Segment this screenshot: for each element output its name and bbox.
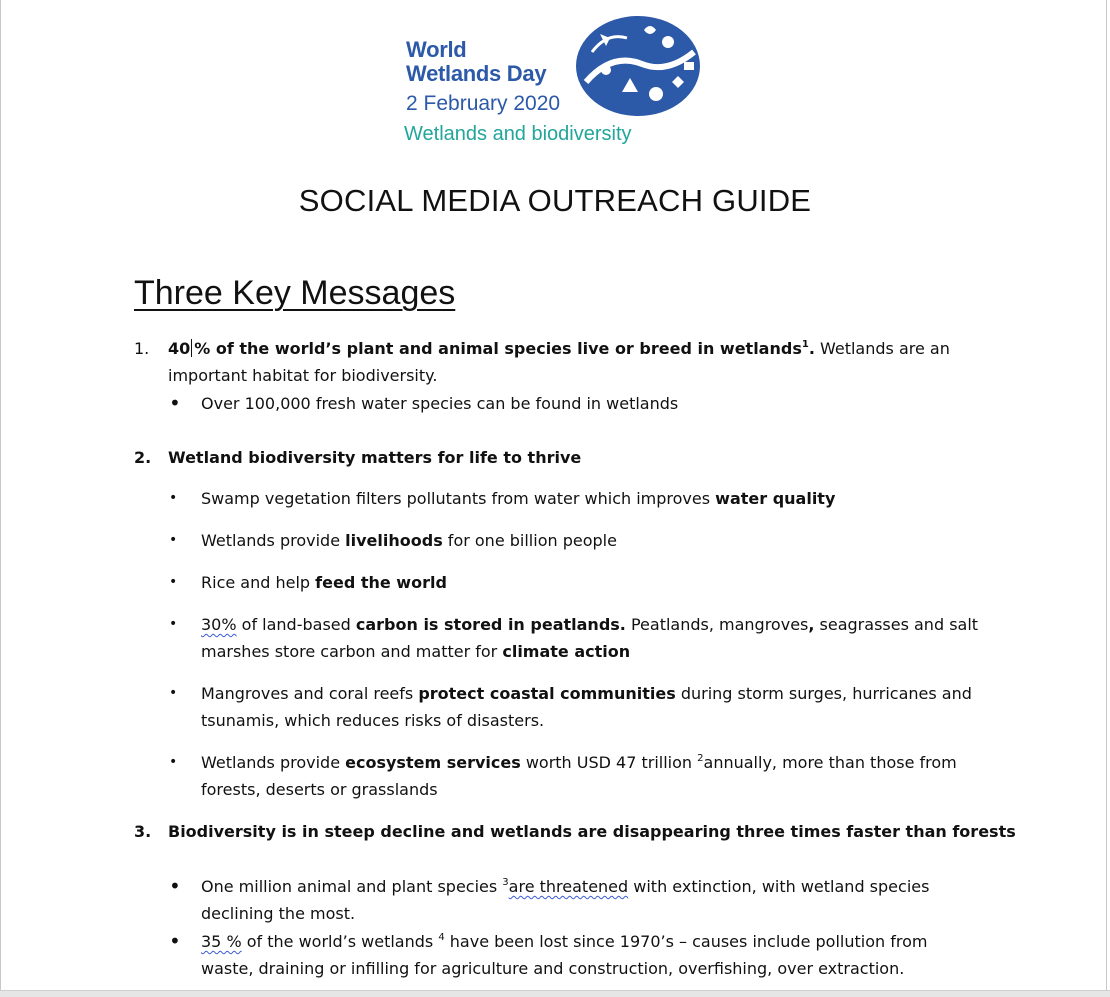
footnote-4: 4 — [438, 932, 445, 943]
bullet-icon: • — [169, 391, 181, 415]
message-2-bullet-6-line-1 — [201, 749, 957, 776]
page-right-edge — [1106, 0, 1107, 990]
list-number-3: 3. — [134, 822, 152, 841]
footnote-1: 1 — [801, 339, 809, 350]
message-3-title: Biodiversity is in steep decline and wetlands are disappearing three times faster than forests — [168, 822, 1016, 841]
section-heading: Three Key Messages — [134, 274, 456, 312]
bullet-bold: ecosystem services — [345, 753, 521, 772]
bullet-text: annually, more than those from — [703, 753, 957, 772]
text-cursor — [191, 339, 192, 357]
bullet-text: One million animal and plant species — [201, 877, 503, 896]
message-3-bullet-2-line-1 — [201, 928, 927, 955]
message-3-bullet-1-line-1 — [201, 873, 929, 900]
message-2-bullet-5-line-1 — [201, 680, 972, 707]
bullet-text: during storm surges, hurricanes and — [675, 684, 972, 703]
biodiversity-oval-icon — [572, 12, 704, 120]
bullet-text: Mangroves and coral reefs — [201, 684, 419, 703]
bullet-icon: • — [169, 929, 181, 953]
bullet-icon: • — [169, 574, 178, 590]
message-3-bullet-2-line-2: waste, draining or infilling for agriculture and construction, overfishing, over extraction. — [201, 959, 905, 978]
bullet-bold: climate action — [502, 642, 631, 661]
message-2-bullet-6-line-2: forests, deserts or grasslands — [201, 780, 438, 799]
message-2-bullet-4-line-2 — [201, 638, 630, 665]
message-2-bullet-2 — [201, 527, 617, 554]
logo-line-world: World — [406, 37, 467, 62]
bullet-bold: livelihoods — [345, 531, 443, 550]
bullet-icon: • — [169, 754, 178, 770]
message-1-line-2: important habitat for biodiversity. — [168, 366, 438, 385]
footnote-3: 3 — [502, 877, 509, 888]
bullet-text: marshes store carbon and matter for — [201, 642, 503, 661]
bullet-icon: • — [169, 874, 181, 898]
bullet-text: worth USD 47 trillion — [520, 753, 698, 772]
message-1-bold-number: 40 — [168, 339, 191, 358]
message-2-bullet-1 — [201, 485, 835, 512]
bullet-text: Swamp vegetation filters pollutants from water which improves — [201, 489, 716, 508]
page-left-edge — [0, 0, 1, 990]
bullet-bold: protect coastal communities — [418, 684, 676, 703]
bullet-text: have been lost since 1970’s – causes include pollution from — [444, 932, 928, 951]
bullet-text: with extinction, with wetland species — [628, 877, 930, 896]
message-3-bullet-1-line-2: declining the most. — [201, 904, 356, 923]
list-number-1: 1. — [134, 339, 150, 358]
message-1-bold-period: . — [808, 339, 815, 358]
spellcheck-flagged-text: 30% — [201, 615, 237, 634]
bullet-icon: • — [169, 685, 178, 701]
logo-line-date: 2 February 2020 — [406, 92, 561, 115]
bullet-text: of the world’s wetlands — [241, 932, 439, 951]
bullet-bold: , — [808, 615, 815, 634]
world-wetlands-day-logo — [404, 12, 704, 152]
bullet-bold: carbon is stored in peatlands. — [355, 615, 626, 634]
document-title: SOCIAL MEDIA OUTREACH GUIDE — [298, 183, 812, 218]
logo-line-wetlands-day: Wetlands Day — [406, 61, 547, 86]
list-number-2: 2. — [134, 448, 152, 467]
message-1-bold-text: % of the world’s plant and animal species live or breed in wetlands — [194, 339, 802, 358]
message-1-line-1 — [168, 335, 950, 362]
bullet-bold: feed the world — [315, 573, 447, 592]
bullet-text: Rice and help — [201, 573, 316, 592]
message-2-bullet-3 — [201, 569, 447, 596]
bullet-icon: • — [169, 616, 178, 632]
logo-line-theme: Wetlands and biodiversity — [404, 123, 632, 145]
bullet-icon: • — [169, 490, 178, 506]
bullet-bold: water quality — [715, 489, 836, 508]
bullet-icon: • — [169, 532, 178, 548]
bullet-text: Wetlands provide — [201, 753, 346, 772]
bullet-text: Wetlands provide — [201, 531, 346, 550]
message-2-bullet-5-line-2: tsunamis, which reduces risks of disasters. — [201, 711, 545, 730]
footnote-2: 2 — [697, 753, 704, 764]
spellcheck-flagged-text: 35 % — [201, 932, 242, 951]
spellcheck-flagged-text: are threatened — [508, 877, 629, 896]
message-1-rest: Wetlands are an — [814, 339, 950, 358]
message-2-title: Wetland biodiversity matters for life to thrive — [168, 448, 582, 467]
bullet-text: of land-based — [236, 615, 356, 634]
bullet-text: seagrasses and salt — [814, 615, 979, 634]
message-2-bullet-4-line-1 — [201, 611, 978, 638]
bullet-text: for one billion people — [442, 531, 617, 550]
message-1-bullet-1: Over 100,000 fresh water species can be found in wetlands — [201, 394, 679, 413]
bullet-text: Peatlands, mangroves — [625, 615, 809, 634]
